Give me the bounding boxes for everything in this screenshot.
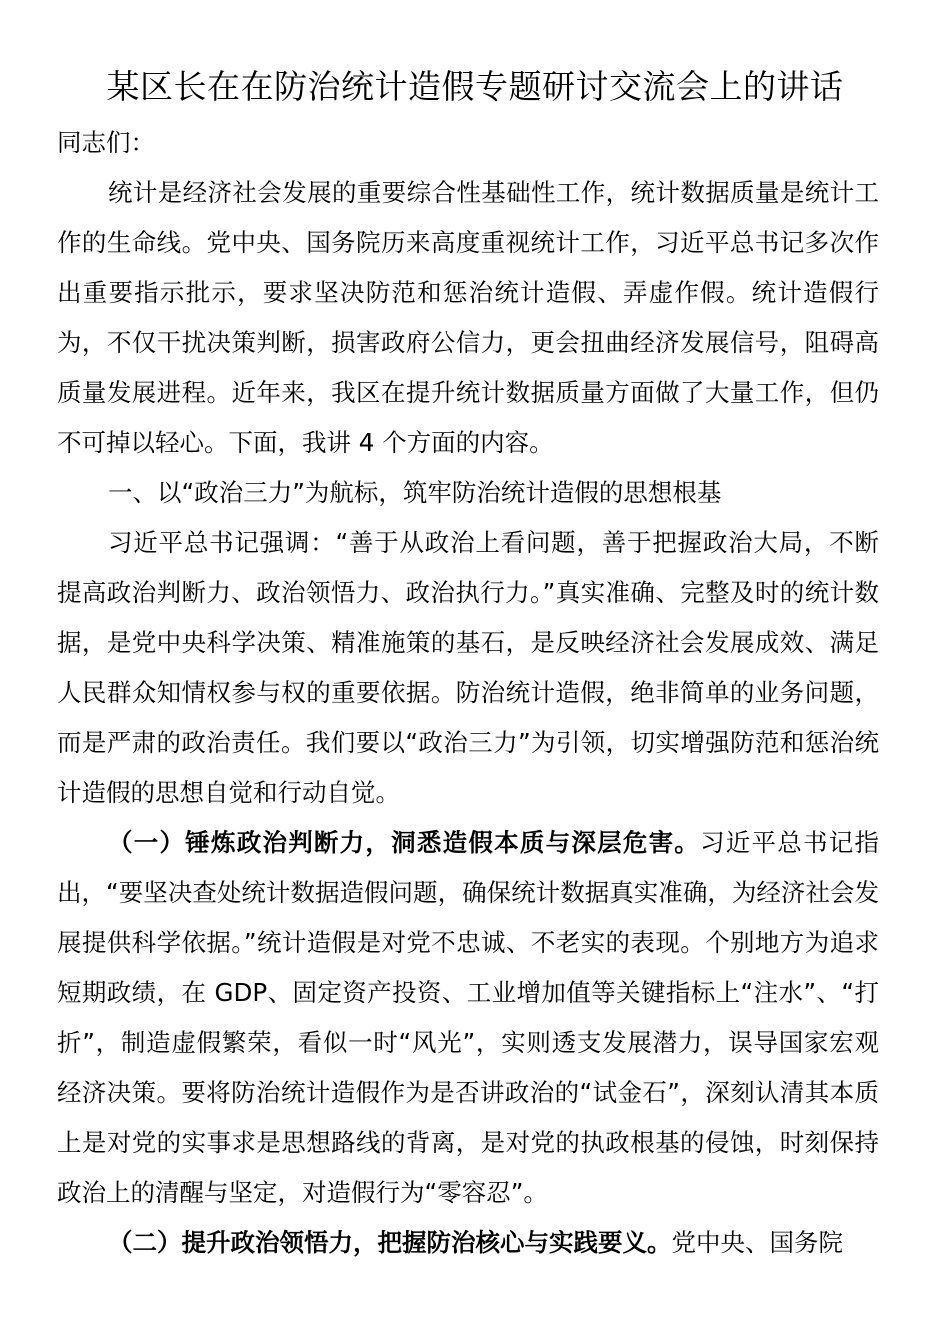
- subsection-1-text: 习近平总书记指出，“要坚决查处统计数据造假问题，确保统计数据真实准确，为经济社会发展提供科学依据。”统计造假是对党不忠诚、不老实的表现。个别地方为追求短期政绩，在 GDP、固定资产投资、工业增加值等关键指标上“注水”、“打折”，制造虚假繁荣，看似一时“风光”，实则透支发展潜力，误导国家宏观经济决策。要将防治统计造假作为是否讲政治的“试金石”，深刻认清其本质上是对党的实事求是思想路线的背离，是对党的执政根基的侵蚀，时刻保持政治上的清醒与坚定，对造假行为“零容忍”。: [57, 828, 880, 1207]
- salutation: 同志们：: [57, 128, 155, 157]
- document-title: 某区长在在防治统计造假专题研讨交流会上的讲话: [106, 67, 844, 106]
- section-1-heading: 一、以“政治三力”为航标，筑牢防治统计造假的思想根基: [108, 478, 722, 507]
- subsection-2-paragraph: [57, 1218, 879, 1268]
- intro-paragraph: 统计是经济社会发展的重要综合性基础性工作，统计数据质量是统计工作的生命线。党中央、国务院历来高度重视统计工作，习近平总书记多次作出重要指示批示，要求坚决防范和惩治统计造假、弄虚作假。统计造假行为，不仅干扰决策判断，损害政府公信力，更会扭曲经济发展信号，阻碍高质量发展进程。近年来，我区在提升统计数据质量方面做了大量工作，但仍不可掉以轻心。下面，我讲 4 个方面的内容。: [57, 178, 879, 457]
- subsection-1-heading: （一）锤炼政治判断力，洞悉造假本质与深层危害。: [108, 828, 701, 857]
- section-1-paragraph: 习近平总书记强调：“善于从政治上看问题，善于把握政治大局，不断提高政治判断力、政治领悟力、政治执行力。”真实准确、完整及时的统计数据，是党中央科学决策、精准施策的基石，是反映经济社会发展成效、满足人民群众知情权参与权的重要依据。防治统计造假，绝非简单的业务问题，而是严肃的政治责任。我们要以“政治三力”为引领，切实增强防范和惩治统计造假的思想自觉和行动自觉。: [57, 528, 879, 807]
- subsection-2-heading: （二）提升政治领悟力，把握防治核心与实践要义。: [108, 1228, 672, 1257]
- subsection-2-text: 党中央、国务院: [671, 1228, 843, 1257]
- subsection-1-paragraph: [57, 818, 879, 1218]
- document-body: [57, 118, 879, 1268]
